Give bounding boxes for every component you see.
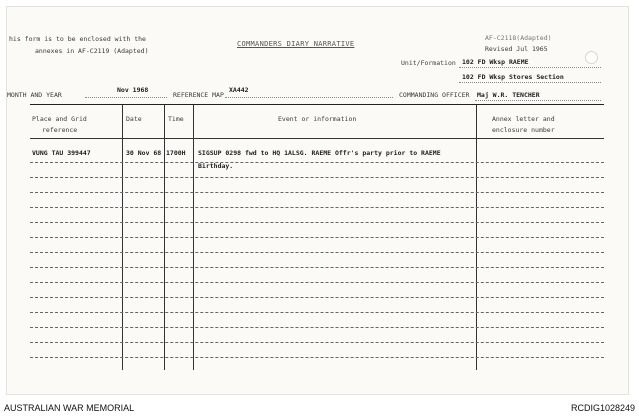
unit-dotted-line [459,67,601,68]
header-annex-line1: Annex letter and [492,115,555,123]
unit-dotted-line-2 [459,82,601,83]
ruled-line [30,237,604,238]
entry-time: 1700H [166,149,186,157]
unit-value: 102 FD Wksp RAEME [462,58,529,66]
page-title: COMMANDERS DIARY NARRATIVE [237,40,355,48]
ruled-line [30,252,604,253]
month-dotted-line [85,97,167,98]
map-value: XA442 [229,86,249,94]
month-value: Nov 1968 [117,86,149,94]
header-date: Date [126,115,142,123]
ruled-line [30,342,604,343]
header-event: Event or information [278,115,357,123]
map-label: REFERENCE MAP [173,91,224,99]
archive-credit: AUSTRALIAN WAR MEMORIAL [4,403,135,413]
header-annex-line2: enclosure number [492,126,555,134]
form-note-line1: his form is to be enclosed with the [9,35,146,43]
month-label: MONTH AND YEAR [7,91,62,99]
punch-hole [585,51,598,64]
diary-table [30,104,604,370]
entry-event-line2: Birthday. [198,162,234,170]
header-rule [30,138,604,139]
co-dotted-line [475,100,601,101]
entry-date: 30 Nov 68 [126,149,162,157]
header-time: Time [168,115,184,123]
entry-place: VUNG TAU 399447 [32,149,91,157]
ruled-line [30,222,604,223]
form-number: AF-C2118(Adapted) [485,34,552,42]
co-label: COMMANDING OFFICER [399,91,470,99]
header-place-line1: Place and Grid [32,115,87,123]
ruled-line [30,312,604,313]
ruled-line [30,327,604,328]
ruled-line [30,357,604,358]
ruled-line [30,267,604,268]
ruled-line [30,192,604,193]
archive-id: RCDIG1028249 [570,403,635,413]
co-value: Maj W.R. TENCHER [477,91,540,99]
entry-event-line1: SIGSUP 0298 fwd to HQ 1ALSG. RAEME Offr's party prior to RAEME [198,149,441,157]
ruled-line [30,162,604,163]
form-revised: Revised Jul 1965 [485,45,548,53]
unit-value-2: 102 FD Wksp Stores Section [462,73,564,81]
map-dotted-line [225,97,393,98]
unit-label: Unit/Formation [401,59,456,67]
ruled-line [30,177,604,178]
ruled-line [30,282,604,283]
form-note-line2: annexes in AF-C2119 (Adapted) [35,47,149,55]
header-place-line2: reference [42,126,78,134]
ruled-line [30,297,604,298]
ruled-line [30,207,604,208]
